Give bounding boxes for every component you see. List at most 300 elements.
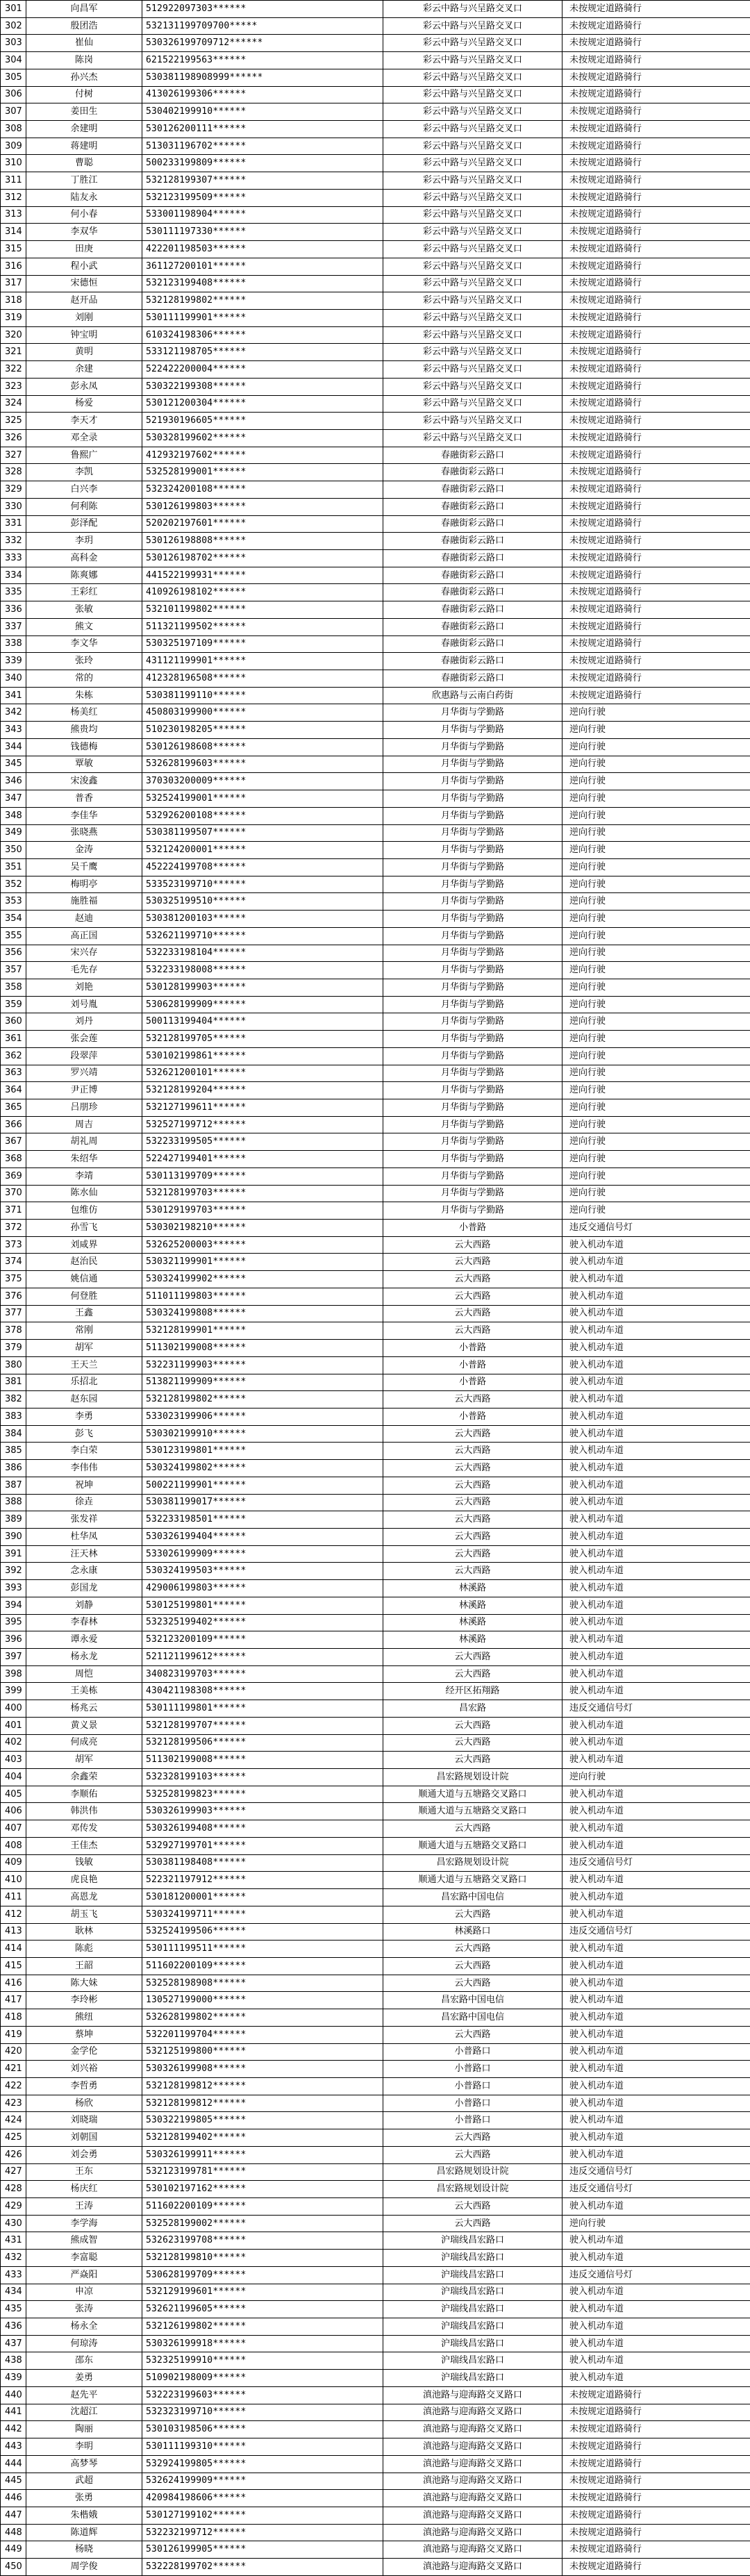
name-cell: 李哲勇 bbox=[26, 2077, 142, 2095]
id-number-cell: 530128199903****** bbox=[142, 979, 383, 996]
row-number-cell: 436 bbox=[1, 2318, 26, 2336]
table-row bbox=[1, 738, 750, 756]
id-number-cell: 530381198908999****** bbox=[142, 69, 383, 86]
table-row bbox=[1, 361, 750, 379]
name-cell: 祝坤 bbox=[26, 1477, 142, 1494]
name-cell: 沈超江 bbox=[26, 2404, 142, 2421]
table-row bbox=[1, 275, 750, 292]
id-number-cell: 530129199703****** bbox=[142, 1202, 383, 1220]
id-number-cell: 500113199404****** bbox=[142, 1013, 383, 1031]
row-number-cell: 377 bbox=[1, 1305, 26, 1322]
table-row bbox=[1, 911, 750, 928]
location-cell: 云大西路 bbox=[383, 1511, 562, 1529]
id-number-cell: 532927199701****** bbox=[142, 1837, 383, 1854]
violation-cell: 违反交通信号灯 bbox=[562, 1923, 750, 1941]
name-cell: 刘号胤 bbox=[26, 996, 142, 1013]
row-number-cell: 449 bbox=[1, 2541, 26, 2559]
id-number-cell: 522427199401****** bbox=[142, 1151, 383, 1168]
row-number-cell: 325 bbox=[1, 413, 26, 430]
location-cell: 春融街彩云路口 bbox=[383, 584, 562, 601]
table-row bbox=[1, 1356, 750, 1374]
id-number-cell: 361127200101****** bbox=[142, 258, 383, 275]
location-cell: 沪瑞线昌宏路口 bbox=[383, 2301, 562, 2318]
location-cell: 月华街与学勤路 bbox=[383, 722, 562, 739]
violation-cell: 驶入机动车道 bbox=[562, 1236, 750, 1254]
violation-cell: 逆向行驶 bbox=[562, 1202, 750, 1220]
name-cell: 杨美红 bbox=[26, 704, 142, 722]
location-cell: 云大西路 bbox=[383, 1941, 562, 1958]
name-cell: 罗兴靖 bbox=[26, 1065, 142, 1082]
location-cell: 月华街与学勤路 bbox=[383, 1167, 562, 1185]
id-number-cell: 532524199001****** bbox=[142, 790, 383, 808]
table-row bbox=[1, 481, 750, 499]
violation-cell: 未按规定道路骑行 bbox=[562, 395, 750, 413]
name-cell: 申凉 bbox=[26, 2284, 142, 2301]
violation-cell: 未按规定道路骑行 bbox=[562, 378, 750, 395]
violation-cell: 逆向行驶 bbox=[562, 738, 750, 756]
name-cell: 刘艳 bbox=[26, 979, 142, 996]
id-number-cell: 532124200001****** bbox=[142, 842, 383, 859]
table-row bbox=[1, 687, 750, 704]
id-number-cell: 532128199810****** bbox=[142, 2250, 383, 2267]
table-row bbox=[1, 1545, 750, 1563]
location-cell: 彩云中路与兴呈路交叉口 bbox=[383, 1, 562, 18]
id-number-cell: 530126198808****** bbox=[142, 533, 383, 550]
violation-cell: 驶入机动车道 bbox=[562, 2318, 750, 2336]
name-cell: 高梦琴 bbox=[26, 2455, 142, 2473]
row-number-cell: 336 bbox=[1, 601, 26, 619]
name-cell: 殷团浩 bbox=[26, 17, 142, 35]
table-row bbox=[1, 1065, 750, 1082]
location-cell: 彩云中路与兴呈路交叉口 bbox=[383, 395, 562, 413]
table-row bbox=[1, 1992, 750, 2009]
row-number-cell: 394 bbox=[1, 1597, 26, 1614]
name-cell: 刘静 bbox=[26, 1597, 142, 1614]
violation-cell: 逆向行驶 bbox=[562, 996, 750, 1013]
id-number-cell: 532233198008****** bbox=[142, 962, 383, 979]
violation-cell: 未按规定道路骑行 bbox=[562, 2438, 750, 2456]
name-cell: 孙兴杰 bbox=[26, 69, 142, 86]
table-row bbox=[1, 189, 750, 206]
row-number-cell: 364 bbox=[1, 1082, 26, 1099]
name-cell: 陈道辉 bbox=[26, 2524, 142, 2541]
id-number-cell: 532924199805****** bbox=[142, 2455, 383, 2473]
id-number-cell: 532128199307****** bbox=[142, 172, 383, 190]
row-number-cell: 304 bbox=[1, 52, 26, 69]
table-row bbox=[1, 635, 750, 653]
table-row bbox=[1, 35, 750, 52]
location-cell: 云大西路 bbox=[383, 1477, 562, 1494]
name-cell: 胡礼周 bbox=[26, 1133, 142, 1151]
id-number-cell: 532128199901****** bbox=[142, 1322, 383, 1340]
location-cell: 月华街与学勤路 bbox=[383, 876, 562, 893]
name-cell: 朱绍华 bbox=[26, 1151, 142, 1168]
row-number-cell: 308 bbox=[1, 121, 26, 138]
table-row bbox=[1, 2318, 750, 2336]
location-cell: 云大西路 bbox=[383, 1665, 562, 1683]
row-number-cell: 363 bbox=[1, 1065, 26, 1082]
row-number-cell: 405 bbox=[1, 1786, 26, 1803]
table-row bbox=[1, 2438, 750, 2456]
location-cell: 春融街彩云路口 bbox=[383, 567, 562, 584]
location-cell: 月华街与学勤路 bbox=[383, 807, 562, 824]
location-cell: 月华街与学勤路 bbox=[383, 893, 562, 911]
table-row bbox=[1, 1013, 750, 1031]
table-row bbox=[1, 2095, 750, 2112]
name-cell: 宋浚鑫 bbox=[26, 773, 142, 790]
table-row bbox=[1, 1477, 750, 1494]
violation-cell: 驶入机动车道 bbox=[562, 2232, 750, 2250]
violation-cell: 驶入机动车道 bbox=[562, 2061, 750, 2078]
name-cell: 张会莲 bbox=[26, 1031, 142, 1048]
name-cell: 乐招北 bbox=[26, 1374, 142, 1391]
violation-cell: 驶入机动车道 bbox=[562, 1941, 750, 1958]
id-number-cell: 532123199781****** bbox=[142, 2163, 383, 2181]
name-cell: 陈大妹 bbox=[26, 1975, 142, 1992]
violation-cell: 逆向行驶 bbox=[562, 962, 750, 979]
name-cell: 张敏 bbox=[26, 601, 142, 619]
violation-cell: 未按规定道路骑行 bbox=[562, 35, 750, 52]
row-number-cell: 424 bbox=[1, 2112, 26, 2129]
id-number-cell: 532324200108****** bbox=[142, 481, 383, 499]
location-cell: 云大西路 bbox=[383, 1528, 562, 1545]
id-number-cell: 530111199901****** bbox=[142, 309, 383, 326]
row-number-cell: 341 bbox=[1, 687, 26, 704]
location-cell: 月华街与学勤路 bbox=[383, 927, 562, 945]
id-number-cell: 441522199931****** bbox=[142, 567, 383, 584]
name-cell: 高正国 bbox=[26, 927, 142, 945]
violation-cell: 驶入机动车道 bbox=[562, 2352, 750, 2370]
violation-cell: 未按规定道路骑行 bbox=[562, 189, 750, 206]
table-row bbox=[1, 1254, 750, 1271]
name-cell: 段翠萍 bbox=[26, 1047, 142, 1065]
id-number-cell: 511302199008****** bbox=[142, 1752, 383, 1769]
row-number-cell: 440 bbox=[1, 2386, 26, 2404]
location-cell: 滇池路与迎海路交叉路口 bbox=[383, 2507, 562, 2524]
location-cell: 月华街与学勤路 bbox=[383, 738, 562, 756]
name-cell: 常的 bbox=[26, 670, 142, 688]
location-cell: 昌宏路规划设计院 bbox=[383, 2163, 562, 2181]
name-cell: 陈水仙 bbox=[26, 1185, 142, 1202]
id-number-cell: 431121199901****** bbox=[142, 653, 383, 670]
name-cell: 梅明亭 bbox=[26, 876, 142, 893]
id-number-cell: 532223199603****** bbox=[142, 2386, 383, 2404]
table-row bbox=[1, 2146, 750, 2163]
row-number-cell: 332 bbox=[1, 533, 26, 550]
id-number-cell: 532201199704****** bbox=[142, 2026, 383, 2043]
table-row bbox=[1, 1906, 750, 1923]
violation-cell: 驶入机动车道 bbox=[562, 2095, 750, 2112]
table-row bbox=[1, 2541, 750, 2559]
name-cell: 杨兆云 bbox=[26, 1700, 142, 1718]
violation-cell: 未按规定道路骑行 bbox=[562, 17, 750, 35]
id-number-cell: 532101199802****** bbox=[142, 601, 383, 619]
location-cell: 云大西路 bbox=[383, 1649, 562, 1666]
name-cell: 熊成智 bbox=[26, 2232, 142, 2250]
table-row bbox=[1, 1872, 750, 1889]
table-row bbox=[1, 155, 750, 172]
id-number-cell: 533523199710****** bbox=[142, 876, 383, 893]
violation-cell: 未按规定道路骑行 bbox=[562, 550, 750, 567]
row-number-cell: 356 bbox=[1, 945, 26, 962]
table-row bbox=[1, 1116, 750, 1133]
table-row bbox=[1, 1597, 750, 1614]
table-row bbox=[1, 2370, 750, 2387]
row-number-cell: 342 bbox=[1, 704, 26, 722]
violation-cell: 逆向行驶 bbox=[562, 1167, 750, 1185]
location-cell: 春融街彩云路口 bbox=[383, 670, 562, 688]
id-number-cell: 530126199905****** bbox=[142, 2541, 383, 2559]
violation-cell: 驶入机动车道 bbox=[562, 1597, 750, 1614]
violation-cell: 逆向行驶 bbox=[562, 2215, 750, 2232]
location-cell: 云大西路 bbox=[383, 1563, 562, 1580]
violation-cell: 驶入机动车道 bbox=[562, 1511, 750, 1529]
violation-cell: 驶入机动车道 bbox=[562, 1356, 750, 1374]
name-cell: 李凯 bbox=[26, 464, 142, 481]
row-number-cell: 373 bbox=[1, 1236, 26, 1254]
row-number-cell: 362 bbox=[1, 1047, 26, 1065]
violation-cell: 驶入机动车道 bbox=[562, 1665, 750, 1683]
id-number-cell: 521930196605****** bbox=[142, 413, 383, 430]
location-cell: 月华街与学勤路 bbox=[383, 1133, 562, 1151]
location-cell: 沪瑞线昌宏路口 bbox=[383, 2250, 562, 2267]
violation-cell: 驶入机动车道 bbox=[562, 1254, 750, 1271]
row-number-cell: 368 bbox=[1, 1151, 26, 1168]
violation-cell: 未按规定道路骑行 bbox=[562, 206, 750, 224]
id-number-cell: 532323199710****** bbox=[142, 2404, 383, 2421]
table-row bbox=[1, 945, 750, 962]
table-row bbox=[1, 2352, 750, 2370]
id-number-cell: 532128199812****** bbox=[142, 2095, 383, 2112]
location-cell: 小普路口 bbox=[383, 2043, 562, 2061]
location-cell: 月华街与学勤路 bbox=[383, 1185, 562, 1202]
table-row bbox=[1, 1563, 750, 1580]
location-cell: 小普路 bbox=[383, 1408, 562, 1425]
id-number-cell: 370303200009****** bbox=[142, 773, 383, 790]
location-cell: 小普路 bbox=[383, 1340, 562, 1357]
name-cell: 田庚 bbox=[26, 241, 142, 258]
row-number-cell: 415 bbox=[1, 1957, 26, 1975]
row-number-cell: 316 bbox=[1, 258, 26, 275]
row-number-cell: 392 bbox=[1, 1563, 26, 1580]
name-cell: 陈彪 bbox=[26, 1941, 142, 1958]
name-cell: 李靖 bbox=[26, 1167, 142, 1185]
location-cell: 春融街彩云路口 bbox=[383, 533, 562, 550]
table-row bbox=[1, 1425, 750, 1443]
name-cell: 杨永龙 bbox=[26, 1649, 142, 1666]
row-number-cell: 301 bbox=[1, 1, 26, 18]
location-cell: 彩云中路与兴呈路交叉口 bbox=[383, 344, 562, 361]
name-cell: 武超 bbox=[26, 2473, 142, 2490]
table-row bbox=[1, 1391, 750, 1409]
violation-cell: 逆向行驶 bbox=[562, 927, 750, 945]
table-row bbox=[1, 1941, 750, 1958]
violation-cell: 逆向行驶 bbox=[562, 1082, 750, 1099]
table-row bbox=[1, 1649, 750, 1666]
table-row bbox=[1, 52, 750, 69]
row-number-cell: 330 bbox=[1, 498, 26, 515]
violation-cell: 驶入机动车道 bbox=[562, 1477, 750, 1494]
location-cell: 彩云中路与兴呈路交叉口 bbox=[383, 292, 562, 310]
location-cell: 春融街彩云路口 bbox=[383, 515, 562, 533]
table-row bbox=[1, 1099, 750, 1117]
id-number-cell: 532232199712****** bbox=[142, 2524, 383, 2541]
table-row bbox=[1, 2266, 750, 2284]
violation-cell: 未按规定道路骑行 bbox=[562, 498, 750, 515]
id-number-cell: 530628199709****** bbox=[142, 2266, 383, 2284]
table-row bbox=[1, 1374, 750, 1391]
id-number-cell: 450803199900****** bbox=[142, 704, 383, 722]
violation-cell: 驶入机动车道 bbox=[562, 1975, 750, 1992]
location-cell: 彩云中路与兴呈路交叉口 bbox=[383, 275, 562, 292]
location-cell: 昌宏路规划设计院 bbox=[383, 1854, 562, 1872]
id-number-cell: 532123200109****** bbox=[142, 1631, 383, 1649]
row-number-cell: 317 bbox=[1, 275, 26, 292]
name-cell: 何登胜 bbox=[26, 1288, 142, 1305]
name-cell: 杨永全 bbox=[26, 2318, 142, 2336]
location-cell: 彩云中路与兴呈路交叉口 bbox=[383, 258, 562, 275]
violation-cell: 逆向行驶 bbox=[562, 876, 750, 893]
violation-cell: 逆向行驶 bbox=[562, 1031, 750, 1048]
row-number-cell: 367 bbox=[1, 1133, 26, 1151]
location-cell: 滇池路与迎海路交叉路口 bbox=[383, 2541, 562, 2559]
id-number-cell: 532126199802****** bbox=[142, 2318, 383, 2336]
id-number-cell: 530325197109****** bbox=[142, 635, 383, 653]
violation-cell: 驶入机动车道 bbox=[562, 1374, 750, 1391]
violation-cell: 驶入机动车道 bbox=[562, 2301, 750, 2318]
location-cell: 林溪路口 bbox=[383, 1923, 562, 1941]
violation-cell: 未按规定道路骑行 bbox=[562, 447, 750, 464]
location-cell: 小普路 bbox=[383, 1374, 562, 1391]
violation-cell: 逆向行驶 bbox=[562, 807, 750, 824]
row-number-cell: 419 bbox=[1, 2026, 26, 2043]
id-number-cell: 532128199705****** bbox=[142, 1031, 383, 1048]
violation-cell: 驶入机动车道 bbox=[562, 1460, 750, 1477]
id-number-cell: 532233199505****** bbox=[142, 1133, 383, 1151]
violation-cell: 逆向行驶 bbox=[562, 1133, 750, 1151]
location-cell: 云大西路 bbox=[383, 1236, 562, 1254]
row-number-cell: 402 bbox=[1, 1734, 26, 1752]
location-cell: 云大西路 bbox=[383, 1254, 562, 1271]
row-number-cell: 359 bbox=[1, 996, 26, 1013]
row-number-cell: 350 bbox=[1, 842, 26, 859]
violation-cell: 未按规定道路骑行 bbox=[562, 86, 750, 103]
table-row bbox=[1, 790, 750, 808]
location-cell: 月华街与学勤路 bbox=[383, 773, 562, 790]
table-row bbox=[1, 584, 750, 601]
location-cell: 沪瑞线昌宏路口 bbox=[383, 2318, 562, 2336]
id-number-cell: 532528199002****** bbox=[142, 2215, 383, 2232]
id-number-cell: 532127199611****** bbox=[142, 1099, 383, 1117]
violation-cell: 驶入机动车道 bbox=[562, 1872, 750, 1889]
id-number-cell: 530111199801****** bbox=[142, 1700, 383, 1718]
name-cell: 邓传发 bbox=[26, 1820, 142, 1838]
location-cell: 小普路口 bbox=[383, 2112, 562, 2129]
name-cell: 彭飞 bbox=[26, 1425, 142, 1443]
name-cell: 毛先存 bbox=[26, 962, 142, 979]
violation-cell: 逆向行驶 bbox=[562, 1099, 750, 1117]
name-cell: 普香 bbox=[26, 790, 142, 808]
name-cell: 姜勇 bbox=[26, 2370, 142, 2387]
location-cell: 月华街与学勤路 bbox=[383, 1151, 562, 1168]
location-cell: 云大西路 bbox=[383, 1734, 562, 1752]
location-cell: 彩云中路与兴呈路交叉口 bbox=[383, 429, 562, 447]
violation-cell: 未按规定道路骑行 bbox=[562, 2473, 750, 2490]
location-cell: 昌宏路 bbox=[383, 1700, 562, 1718]
table-row bbox=[1, 2473, 750, 2490]
table-row bbox=[1, 1047, 750, 1065]
name-cell: 常刚 bbox=[26, 1322, 142, 1340]
name-cell: 熊文 bbox=[26, 618, 142, 635]
name-cell: 李文华 bbox=[26, 635, 142, 653]
name-cell: 虎良艳 bbox=[26, 1872, 142, 1889]
location-cell: 昌宏路规划设计院 bbox=[383, 1769, 562, 1786]
id-number-cell: 530126199803****** bbox=[142, 498, 383, 515]
violation-cell: 驶入机动车道 bbox=[562, 1957, 750, 1975]
violation-cell: 未按规定道路骑行 bbox=[562, 2490, 750, 2507]
location-cell: 云大西路 bbox=[383, 1322, 562, 1340]
row-number-cell: 352 bbox=[1, 876, 26, 893]
violation-cell: 驶入机动车道 bbox=[562, 1906, 750, 1923]
name-cell: 包维仿 bbox=[26, 1202, 142, 1220]
id-number-cell: 530322199308****** bbox=[142, 378, 383, 395]
table-row bbox=[1, 842, 750, 859]
violation-cell: 逆向行驶 bbox=[562, 1151, 750, 1168]
name-cell: 金涛 bbox=[26, 842, 142, 859]
table-row bbox=[1, 2232, 750, 2250]
name-cell: 余建 bbox=[26, 361, 142, 379]
table-row bbox=[1, 756, 750, 773]
violation-cell: 驶入机动车道 bbox=[562, 1580, 750, 1597]
violation-cell: 驶入机动车道 bbox=[562, 2250, 750, 2267]
violation-cell: 未按规定道路骑行 bbox=[562, 653, 750, 670]
location-cell: 沪瑞线昌宏路口 bbox=[383, 2370, 562, 2387]
location-cell: 云大西路 bbox=[383, 2146, 562, 2163]
id-number-cell: 130527199000****** bbox=[142, 1992, 383, 2009]
row-number-cell: 418 bbox=[1, 2009, 26, 2027]
row-number-cell: 446 bbox=[1, 2490, 26, 2507]
row-number-cell: 355 bbox=[1, 927, 26, 945]
table-row bbox=[1, 2507, 750, 2524]
table-row bbox=[1, 1220, 750, 1237]
name-cell: 孙雪飞 bbox=[26, 1220, 142, 1237]
location-cell: 月华街与学勤路 bbox=[383, 979, 562, 996]
location-cell: 彩云中路与兴呈路交叉口 bbox=[383, 206, 562, 224]
name-cell: 黄明 bbox=[26, 344, 142, 361]
id-number-cell: 532129199601****** bbox=[142, 2284, 383, 2301]
name-cell: 邵东 bbox=[26, 2352, 142, 2370]
id-number-cell: 500221199901****** bbox=[142, 1477, 383, 1494]
location-cell: 彩云中路与兴呈路交叉口 bbox=[383, 361, 562, 379]
table-row bbox=[1, 498, 750, 515]
row-number-cell: 398 bbox=[1, 1665, 26, 1683]
id-number-cell: 532524199506****** bbox=[142, 1923, 383, 1941]
table-row bbox=[1, 515, 750, 533]
row-number-cell: 315 bbox=[1, 241, 26, 258]
location-cell: 彩云中路与兴呈路交叉口 bbox=[383, 189, 562, 206]
id-number-cell: 532233198104****** bbox=[142, 945, 383, 962]
row-number-cell: 314 bbox=[1, 224, 26, 241]
name-cell: 周学俊 bbox=[26, 2559, 142, 2576]
violation-cell: 未按规定道路骑行 bbox=[562, 413, 750, 430]
table-row bbox=[1, 2386, 750, 2404]
row-number-cell: 435 bbox=[1, 2301, 26, 2318]
table-row bbox=[1, 1185, 750, 1202]
id-number-cell: 530126200111****** bbox=[142, 121, 383, 138]
id-number-cell: 530321199901****** bbox=[142, 1254, 383, 1271]
name-cell: 彭永凤 bbox=[26, 378, 142, 395]
row-number-cell: 318 bbox=[1, 292, 26, 310]
